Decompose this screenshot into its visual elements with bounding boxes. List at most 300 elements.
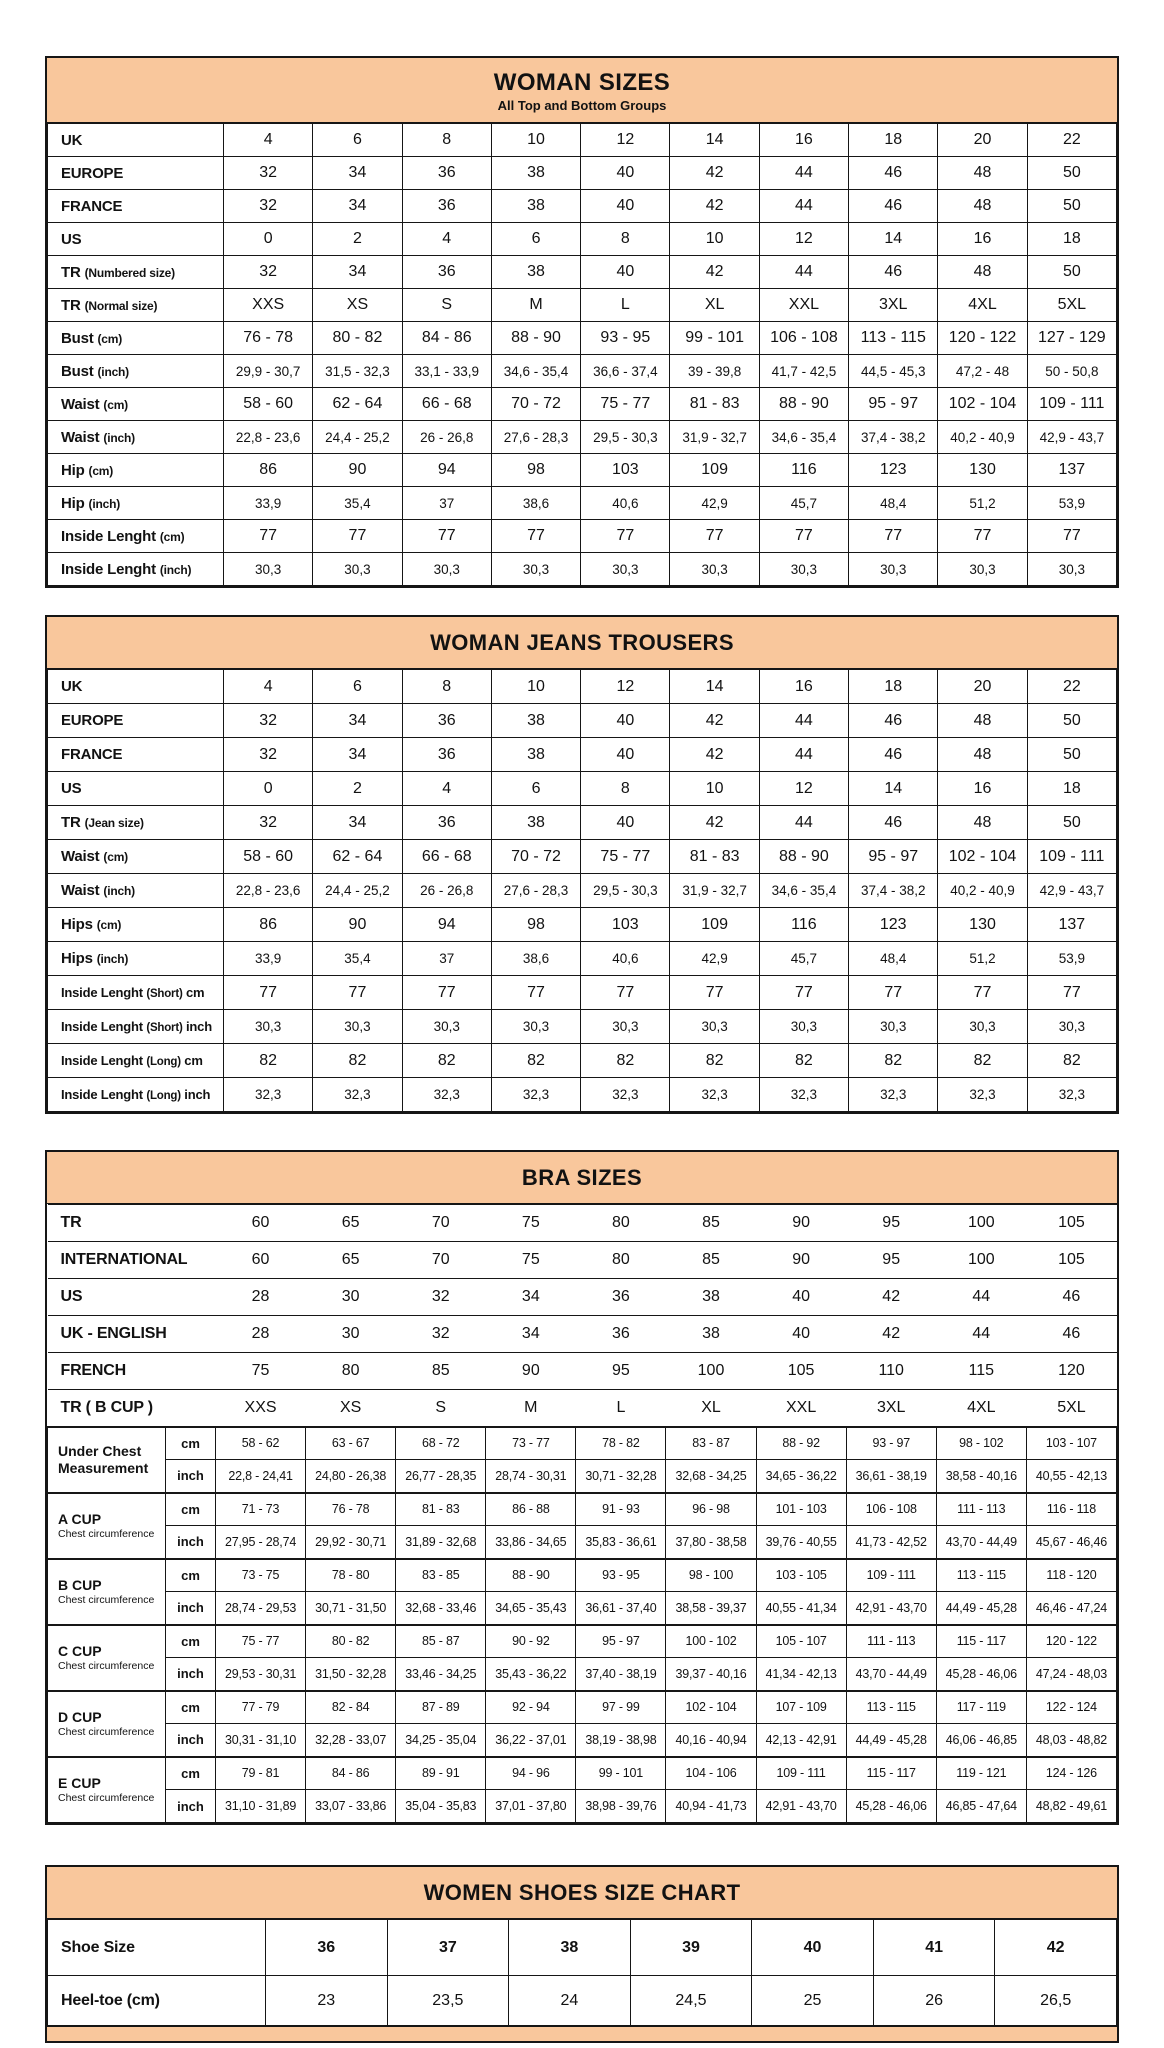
size-value: 130 [938, 454, 1027, 487]
size-value: 12 [581, 124, 670, 157]
size-value: 77 [224, 520, 313, 553]
size-value: XS [313, 289, 402, 322]
size-value: 46 [849, 157, 938, 190]
size-value: 27,6 - 28,3 [491, 421, 580, 454]
size-value: 70 [396, 1205, 486, 1242]
size-value: 60 [216, 1205, 306, 1242]
size-value: 16 [759, 670, 848, 704]
size-value: 30,3 [402, 553, 491, 586]
size-value: 82 [491, 1044, 580, 1078]
size-value: 38,6 [491, 942, 580, 976]
size-row [48, 157, 1117, 190]
shoes-section [45, 1865, 1119, 2043]
label-qualifier: (inch) [103, 884, 135, 898]
size-value: 58 - 60 [224, 388, 313, 421]
size-value: 28,74 - 29,53 [216, 1592, 306, 1625]
shoe-row [48, 1976, 1117, 2026]
size-value: 70 [396, 1242, 486, 1279]
size-value: 120 - 122 [938, 322, 1027, 355]
size-value: 18 [849, 670, 938, 704]
size-value: 36 [402, 256, 491, 289]
size-value: 45,28 - 46,06 [936, 1658, 1026, 1691]
size-value: 33,9 [224, 942, 313, 976]
size-value: 6 [491, 772, 580, 806]
size-value: 118 - 120 [1026, 1559, 1116, 1592]
size-value: 75 [486, 1205, 576, 1242]
size-value: 40,16 - 40,94 [666, 1724, 756, 1757]
size-value: XXL [756, 1390, 846, 1427]
size-value: 40 [752, 1920, 874, 1976]
size-value: 37 [387, 1920, 509, 1976]
unit-label-cm: cm [166, 1757, 216, 1790]
size-value: 50 [1027, 157, 1116, 190]
size-value: 16 [759, 124, 848, 157]
size-value: 78 - 82 [576, 1427, 666, 1460]
size-value: 90 [486, 1353, 576, 1390]
size-value: 32 [224, 704, 313, 738]
row-label: Inside Lenght (Long) cm [48, 1044, 224, 1078]
size-value: 10 [491, 124, 580, 157]
size-value: 30,3 [581, 1010, 670, 1044]
size-value: 40,55 - 41,34 [756, 1592, 846, 1625]
size-value: 50 - 50,8 [1027, 355, 1116, 388]
cup-group-sublabel: Chest circumference [58, 1528, 155, 1541]
size-value: 95 [846, 1205, 936, 1242]
size-value: 111 - 113 [936, 1493, 1026, 1526]
size-value: 30,3 [1027, 1010, 1116, 1044]
row-label: Bust (cm) [48, 322, 224, 355]
size-value: 94 [402, 908, 491, 942]
size-value: 105 [756, 1353, 846, 1390]
size-value: 80 - 82 [313, 322, 402, 355]
size-value: 105 [1026, 1242, 1116, 1279]
size-value: 137 [1027, 454, 1116, 487]
size-value: 46 [849, 190, 938, 223]
size-row [48, 738, 1117, 772]
size-value: 39,37 - 40,16 [666, 1658, 756, 1691]
size-value: 35,04 - 35,83 [396, 1790, 486, 1823]
size-value: 76 - 78 [306, 1493, 396, 1526]
size-value: 42 [670, 704, 759, 738]
size-value: 82 [849, 1044, 938, 1078]
size-value: 71 - 73 [216, 1493, 306, 1526]
size-row [48, 908, 1117, 942]
size-value: 32,3 [581, 1078, 670, 1112]
size-value: 82 [313, 1044, 402, 1078]
size-row [48, 124, 1117, 157]
size-value: 24,80 - 26,38 [306, 1460, 396, 1493]
size-row [48, 942, 1117, 976]
size-value: 26 [873, 1976, 995, 2026]
size-value: 98 - 102 [936, 1427, 1026, 1460]
size-value: 36 [402, 704, 491, 738]
bra-sizes-header [47, 1152, 1117, 1204]
size-row [48, 772, 1117, 806]
unit-label-cm: cm [166, 1427, 216, 1460]
size-value: 32 [224, 157, 313, 190]
size-value: 111 - 113 [846, 1625, 936, 1658]
size-value: 37,40 - 38,19 [576, 1658, 666, 1691]
size-value: 92 - 94 [486, 1691, 576, 1724]
size-value: 95 - 97 [849, 388, 938, 421]
size-value: M [491, 289, 580, 322]
size-value: 77 [1027, 976, 1116, 1010]
size-value: 35,43 - 36,22 [486, 1658, 576, 1691]
size-value: 40 [581, 806, 670, 840]
size-value: 42,91 - 43,70 [846, 1592, 936, 1625]
size-value: 95 [846, 1242, 936, 1279]
size-value: 105 - 107 [756, 1625, 846, 1658]
size-value: 41,7 - 42,5 [759, 355, 848, 388]
size-value: 96 - 98 [666, 1493, 756, 1526]
size-value: 24,4 - 25,2 [313, 874, 402, 908]
size-value: 99 - 101 [576, 1757, 666, 1790]
unit-label-inch: inch [166, 1592, 216, 1625]
size-value: 42 [670, 256, 759, 289]
label-qualifier: (Long) [146, 1056, 181, 1068]
size-value: 68 - 72 [396, 1427, 486, 1460]
bra-cup-rows [48, 1427, 1117, 1823]
size-row [48, 840, 1117, 874]
size-value: 116 [759, 454, 848, 487]
label-qualifier: (Short) [146, 1022, 183, 1034]
bra-conversion-row [48, 1205, 1117, 1242]
size-value: 40,6 [581, 487, 670, 520]
woman-sizes-section [45, 56, 1119, 588]
size-value: 93 - 95 [576, 1559, 666, 1592]
size-value: XXS [216, 1390, 306, 1427]
size-value: 62 - 64 [313, 840, 402, 874]
row-label: Inside Lenght (cm) [48, 520, 224, 553]
size-value: 58 - 60 [224, 840, 313, 874]
size-value: 26,5 [995, 1976, 1117, 2026]
cup-group-name: B CUP [58, 1576, 102, 1593]
size-value: 82 [224, 1044, 313, 1078]
size-value: 116 [759, 908, 848, 942]
size-value: 5XL [1027, 289, 1116, 322]
unit-label-inch: inch [166, 1790, 216, 1823]
row-label: Bust (inch) [48, 355, 224, 388]
size-value: 30,71 - 31,50 [306, 1592, 396, 1625]
size-value: 95 - 97 [576, 1625, 666, 1658]
size-value: 48 [938, 738, 1027, 772]
size-value: 80 [576, 1205, 666, 1242]
size-value: 8 [581, 223, 670, 256]
bra-conversion-row [48, 1353, 1117, 1390]
row-label: TR (Jean size) [48, 806, 224, 840]
size-value: 34,6 - 35,4 [759, 874, 848, 908]
size-row [48, 704, 1117, 738]
size-value: 28 [216, 1279, 306, 1316]
row-label: TR [48, 1205, 216, 1242]
size-value: 34 [313, 256, 402, 289]
size-value: 34 [486, 1316, 576, 1353]
size-value: 18 [1027, 223, 1116, 256]
size-value: 93 - 95 [581, 322, 670, 355]
size-value: 115 - 117 [936, 1625, 1026, 1658]
size-value: 22,8 - 23,6 [224, 421, 313, 454]
size-value: 16 [938, 223, 1027, 256]
size-value: 127 - 129 [1027, 322, 1116, 355]
size-value: 85 [396, 1353, 486, 1390]
size-value: 106 - 108 [846, 1493, 936, 1526]
size-value: 119 - 121 [936, 1757, 1026, 1790]
size-value: 44 [936, 1279, 1026, 1316]
cup-group-name: Under Chest Measurement [58, 1443, 149, 1476]
size-value: 40 [756, 1316, 846, 1353]
size-value: 27,6 - 28,3 [491, 874, 580, 908]
size-value: 36,61 - 37,40 [576, 1592, 666, 1625]
size-value: 48 [938, 256, 1027, 289]
size-value: 32,3 [1027, 1078, 1116, 1112]
size-value: 41,34 - 42,13 [756, 1658, 846, 1691]
woman-jeans-table [47, 669, 1117, 1112]
size-value: 46 [849, 738, 938, 772]
label-qualifier: (cm) [96, 918, 122, 932]
size-value: 33,9 [224, 487, 313, 520]
size-value: 43,70 - 44,49 [846, 1658, 936, 1691]
row-label: Hips (inch) [48, 942, 224, 976]
size-value: 73 - 77 [486, 1427, 576, 1460]
size-row [48, 553, 1117, 586]
woman-sizes-title: WOMAN SIZES [493, 69, 671, 96]
size-value: 40 [581, 704, 670, 738]
size-value: 106 - 108 [759, 322, 848, 355]
size-value: 53,9 [1027, 942, 1116, 976]
size-value: 113 - 115 [849, 322, 938, 355]
size-value: 42 [846, 1279, 936, 1316]
bra-cup-row [48, 1625, 1117, 1658]
size-value: 31,89 - 32,68 [396, 1526, 486, 1559]
size-value: 34 [486, 1279, 576, 1316]
size-value: 29,5 - 30,3 [581, 874, 670, 908]
size-value: 77 [224, 976, 313, 1010]
size-row [48, 355, 1117, 388]
size-value: 38 [509, 1920, 631, 1976]
size-value: 43,70 - 44,49 [936, 1526, 1026, 1559]
size-value: 40,2 - 40,9 [938, 421, 1027, 454]
size-row [48, 976, 1117, 1010]
size-value: 50 [1027, 806, 1116, 840]
shoe-row [48, 1920, 1117, 1976]
size-row [48, 454, 1117, 487]
size-value: 30,3 [491, 1010, 580, 1044]
size-value: 115 - 117 [846, 1757, 936, 1790]
size-value: 42 [670, 157, 759, 190]
size-value: 44,5 - 45,3 [849, 355, 938, 388]
size-value: 82 [1027, 1044, 1116, 1078]
size-value: 32 [224, 256, 313, 289]
size-value: 102 - 104 [666, 1691, 756, 1724]
size-value: 109 [670, 454, 759, 487]
cup-group-label [48, 1427, 166, 1493]
size-value: 82 [581, 1044, 670, 1078]
size-value: 42 [995, 1920, 1117, 1976]
bra-conversion-rows [48, 1205, 1117, 1427]
unit-label-cm: cm [166, 1493, 216, 1526]
size-value: 14 [849, 772, 938, 806]
cup-group-label [48, 1559, 166, 1625]
size-row [48, 289, 1117, 322]
size-value: 26 - 26,8 [402, 421, 491, 454]
size-value: 31,5 - 32,3 [313, 355, 402, 388]
size-value: 37 [402, 487, 491, 520]
size-value: 44 [759, 256, 848, 289]
size-value: 46,06 - 46,85 [936, 1724, 1026, 1757]
size-value: 109 - 111 [846, 1559, 936, 1592]
bra-cup-row [48, 1658, 1117, 1691]
size-value: 33,46 - 34,25 [396, 1658, 486, 1691]
size-value: 38 [491, 256, 580, 289]
size-value: 37,80 - 38,58 [666, 1526, 756, 1559]
size-value: 48,82 - 49,61 [1026, 1790, 1116, 1823]
size-value: 36,22 - 37,01 [486, 1724, 576, 1757]
size-value: 98 [491, 908, 580, 942]
size-value: 77 [1027, 520, 1116, 553]
size-value: 32,3 [759, 1078, 848, 1112]
size-value: 42 [670, 738, 759, 772]
size-value: 0 [224, 223, 313, 256]
size-value: 32,3 [849, 1078, 938, 1112]
bra-cup-row [48, 1724, 1117, 1757]
label-qualifier: (Short) [146, 988, 183, 1000]
label-qualifier: (inch) [97, 364, 129, 379]
label-qualifier: (cm) [159, 529, 185, 544]
cup-group-sublabel: Chest circumference [58, 1792, 155, 1805]
size-value: 4 [402, 223, 491, 256]
size-value: 77 [849, 520, 938, 553]
size-value: 42 [670, 190, 759, 223]
size-value: 42 [670, 806, 759, 840]
size-value: 85 [666, 1242, 756, 1279]
size-value: 103 [581, 908, 670, 942]
size-value: 62 - 64 [313, 388, 402, 421]
size-value: 77 [581, 520, 670, 553]
size-value: 34,25 - 35,04 [396, 1724, 486, 1757]
cup-group-name: D CUP [58, 1708, 102, 1725]
size-value: 35,4 [313, 942, 402, 976]
size-value: 77 [313, 520, 402, 553]
size-value: 32,3 [491, 1078, 580, 1112]
size-value: 30,3 [670, 1010, 759, 1044]
woman-jeans-rows [48, 670, 1117, 1112]
woman-sizes-table [47, 123, 1117, 586]
size-value: 48 [938, 190, 1027, 223]
size-value: 10 [491, 670, 580, 704]
size-value: 5XL [1026, 1390, 1116, 1427]
size-value: 16 [938, 772, 1027, 806]
size-value: 99 - 101 [670, 322, 759, 355]
size-value: 101 - 103 [756, 1493, 846, 1526]
size-value: 29,53 - 30,31 [216, 1658, 306, 1691]
size-value: 44 [759, 157, 848, 190]
size-value: 30,3 [938, 1010, 1027, 1044]
size-value: 30 [306, 1279, 396, 1316]
size-value: M [486, 1390, 576, 1427]
size-value: S [396, 1390, 486, 1427]
size-value: 3XL [849, 289, 938, 322]
size-value: 122 - 124 [1026, 1691, 1116, 1724]
size-value: 103 - 107 [1026, 1427, 1116, 1460]
size-value: 109 - 111 [1027, 840, 1116, 874]
shoes-table [47, 1919, 1117, 2026]
label-qualifier: (cm) [97, 331, 123, 346]
size-value: 30,3 [1027, 553, 1116, 586]
woman-sizes-subtitle: All Top and Bottom Groups [497, 98, 667, 113]
size-value: 42,9 [670, 487, 759, 520]
size-value: 41,73 - 42,52 [846, 1526, 936, 1559]
size-value: 98 - 100 [666, 1559, 756, 1592]
size-value: 31,9 - 32,7 [670, 874, 759, 908]
size-value: 120 - 122 [1026, 1625, 1116, 1658]
size-value: 38 [491, 157, 580, 190]
size-value: 33,1 - 33,9 [402, 355, 491, 388]
size-value: 29,9 - 30,7 [224, 355, 313, 388]
size-row [48, 1044, 1117, 1078]
bra-sizes-title: BRA SIZES [521, 1165, 643, 1190]
size-value: 22 [1027, 124, 1116, 157]
woman-jeans-section [45, 615, 1119, 1114]
size-value: 88 - 90 [759, 840, 848, 874]
size-value: 30,3 [759, 553, 848, 586]
size-value: 44,49 - 45,28 [846, 1724, 936, 1757]
size-value: 100 [936, 1205, 1026, 1242]
size-value: 70 - 72 [491, 388, 580, 421]
size-value: 77 [491, 520, 580, 553]
size-value: 91 - 93 [576, 1493, 666, 1526]
size-value: 37,01 - 37,80 [486, 1790, 576, 1823]
size-value: 18 [1027, 772, 1116, 806]
size-row [48, 520, 1117, 553]
row-label: EUROPE [48, 157, 224, 190]
size-value: 77 [938, 976, 1027, 1010]
shoes-footer-strip [47, 2026, 1117, 2041]
size-value: 38,58 - 39,37 [666, 1592, 756, 1625]
label-qualifier: (cm) [103, 850, 128, 864]
size-value: 88 - 90 [491, 322, 580, 355]
size-value: 77 [491, 976, 580, 1010]
size-value: 77 [759, 976, 848, 1010]
size-value: 104 - 106 [666, 1757, 756, 1790]
size-value: 35,83 - 36,61 [576, 1526, 666, 1559]
size-value: 51,2 [938, 487, 1027, 520]
size-value: 47,2 - 48 [938, 355, 1027, 388]
size-value: 39,76 - 40,55 [756, 1526, 846, 1559]
size-value: 100 [936, 1242, 1026, 1279]
size-row [48, 388, 1117, 421]
row-label: US [48, 223, 224, 256]
row-label: FRENCH [48, 1353, 216, 1390]
row-label: UK - ENGLISH [48, 1316, 216, 1353]
size-value: 26,77 - 28,35 [396, 1460, 486, 1493]
size-value: XL [666, 1390, 756, 1427]
cup-group-name: C CUP [58, 1642, 102, 1659]
woman-jeans-title: WOMAN JEANS TROUSERS [430, 630, 734, 655]
size-value: 4 [224, 124, 313, 157]
row-label: Inside Lenght (Short) cm [48, 976, 224, 1010]
bra-conversion-row [48, 1242, 1117, 1279]
size-value: 76 - 78 [224, 322, 313, 355]
row-label: Inside Lenght (Short) inch [48, 1010, 224, 1044]
size-value: 34,6 - 35,4 [759, 421, 848, 454]
size-value: 109 - 111 [1027, 388, 1116, 421]
bra-cup-row [48, 1526, 1117, 1559]
row-label: Inside Lenght (inch) [48, 553, 224, 586]
size-value: 94 [402, 454, 491, 487]
size-value: 44 [759, 738, 848, 772]
size-value: 20 [938, 670, 1027, 704]
bra-cup-row [48, 1493, 1117, 1526]
